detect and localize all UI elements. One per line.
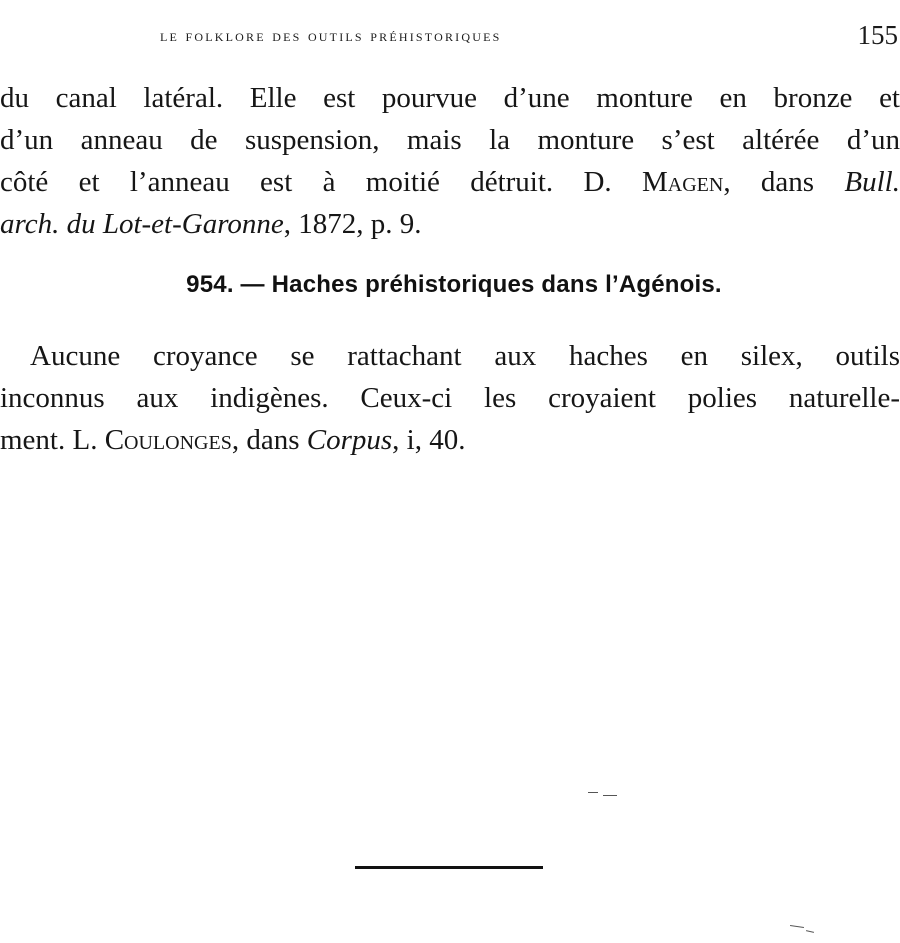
text-line-content: Aucune croyance se rattachant aux haches en silex, outils: [30, 340, 900, 372]
text-line: [0, 119, 900, 161]
text-line: [0, 203, 900, 245]
paragraph-continuation: [0, 77, 900, 245]
scan-speck: [603, 795, 617, 796]
text-line-content: ment. L.: [0, 424, 98, 456]
text-line-content: inconnus aux indigènes. Ceux-ci les croyaient polies naturelle-: [0, 382, 900, 414]
text-line-content: du canal latéral. Elle est pourvue d’une monture en bronze et: [0, 82, 900, 114]
text-line-content: , i, 40.: [392, 424, 466, 456]
text-line-content: , 1872, p. 9.: [283, 208, 422, 240]
publication-title: arch. du Lot-et-Garonne: [0, 208, 284, 240]
text-line: [0, 335, 900, 377]
text-line: [0, 161, 900, 203]
scan-speck: [588, 792, 598, 793]
section-heading: [0, 271, 900, 299]
text-line: [0, 77, 900, 119]
closing-rule: [355, 866, 543, 869]
publication-title: Corpus: [306, 424, 393, 456]
text-line: [0, 419, 900, 461]
page-number: 155: [857, 20, 898, 50]
running-title: le folklore des outils préhistoriques: [160, 26, 502, 45]
scan-speck: [806, 930, 814, 933]
running-head: [0, 22, 900, 54]
text-line-content: , dans: [231, 424, 300, 456]
scan-speck: [790, 925, 804, 928]
paragraph-entry: [0, 335, 900, 461]
text-line: [0, 377, 900, 419]
text-line-content: , dans: [723, 166, 815, 198]
section-heading-text: 954. — Haches préhistoriques dans l’Agénois.: [186, 271, 722, 298]
author-name: Magen: [642, 166, 724, 198]
text-line-content: d’un anneau de suspension, mais la monture s’est altérée d’un: [0, 124, 900, 156]
author-name: Coulonges: [104, 424, 232, 456]
publication-title: Bull.: [844, 166, 900, 198]
text-line-content: côté et l’anneau est à moitié détruit. D.: [0, 166, 612, 198]
